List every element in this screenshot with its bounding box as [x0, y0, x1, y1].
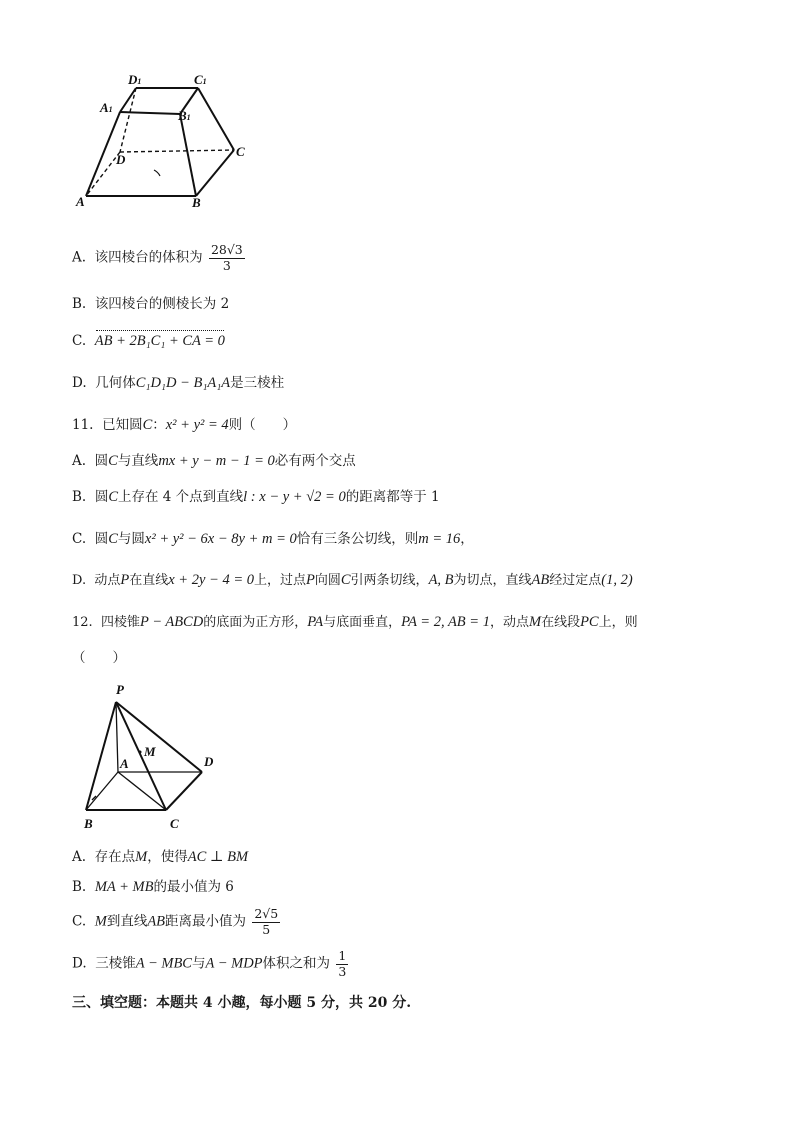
label-d1: D1 — [128, 72, 142, 87]
q11-option-b: B. 圆C上存在 4 个点到直线l : x − y + √2 = 0的距离都等于 1 — [72, 489, 440, 505]
pyramid-figure — [78, 676, 228, 836]
q12-stem-paren: （ ） — [72, 650, 126, 666]
label-c1: C1 — [194, 72, 207, 87]
q11-option-d: D. 动点P在直线x + 2y − 4 = 0上，过点P向圆C引两条切线，A, B为切点，直线AB经过定点(1, 2) — [72, 572, 633, 588]
q12-option-c: C. M到直线AB距离最小值为 $\frac{2√5}{5}$ — [72, 906, 279, 937]
q12-option-d: D. 三棱锥A − MBC与A − MDP体积之和为 $\frac{1}{3}$ — [72, 948, 347, 979]
frustum-figure — [74, 68, 254, 210]
section-3-heading: 三、填空题：本题共 4 小趣，每小题 5 分，共 20 分. — [72, 995, 412, 1011]
q11-stem: 11. 已知圆C：x² + y² = 4则（ ） — [72, 417, 297, 433]
label-d: D — [204, 754, 214, 769]
label-c: C — [170, 816, 179, 831]
label-d: D — [116, 152, 126, 167]
q11-option-c: C. 圆C与圆x² + y² − 6x − 8y + m = 0恰有三条公切线，则m = 16， — [72, 531, 474, 547]
label-p: P — [116, 682, 124, 697]
label-a1: A1 — [100, 100, 113, 115]
q10-option-c: C. AB + 2B₁C₁ + CA = 0 — [72, 333, 225, 349]
label-m: M — [144, 744, 156, 759]
label-b1: B1 — [178, 108, 191, 123]
q12-option-a: A. 存在点M，使得AC ⊥ BM — [72, 849, 249, 865]
label-c: C — [236, 144, 245, 159]
label-a: A — [120, 756, 129, 771]
label-b: B — [84, 816, 93, 831]
q12-stem: 12. 四棱锥P − ABCD的底面为正方形，PA与底面垂直，PA = 2, AB = 1，动点M在线段PC上，则 — [72, 614, 638, 630]
q11-option-a: A. 圆C与直线mx + y − m − 1 = 0必有两个交点 — [72, 453, 356, 469]
q10-option-d: D. 几何体C₁D₁D − B₁A₁A是三棱柱 — [72, 375, 285, 391]
q10-option-a: A. 该四棱台的体积为 $\frac{28√3}{3}$ — [72, 242, 243, 273]
label-b: B — [192, 195, 201, 210]
q12-option-b: B. MA + MB的最小值为 6 — [72, 879, 234, 895]
q10-option-b: B. 该四棱台的侧棱长为 2 — [72, 296, 230, 312]
label-a: A — [76, 194, 85, 209]
